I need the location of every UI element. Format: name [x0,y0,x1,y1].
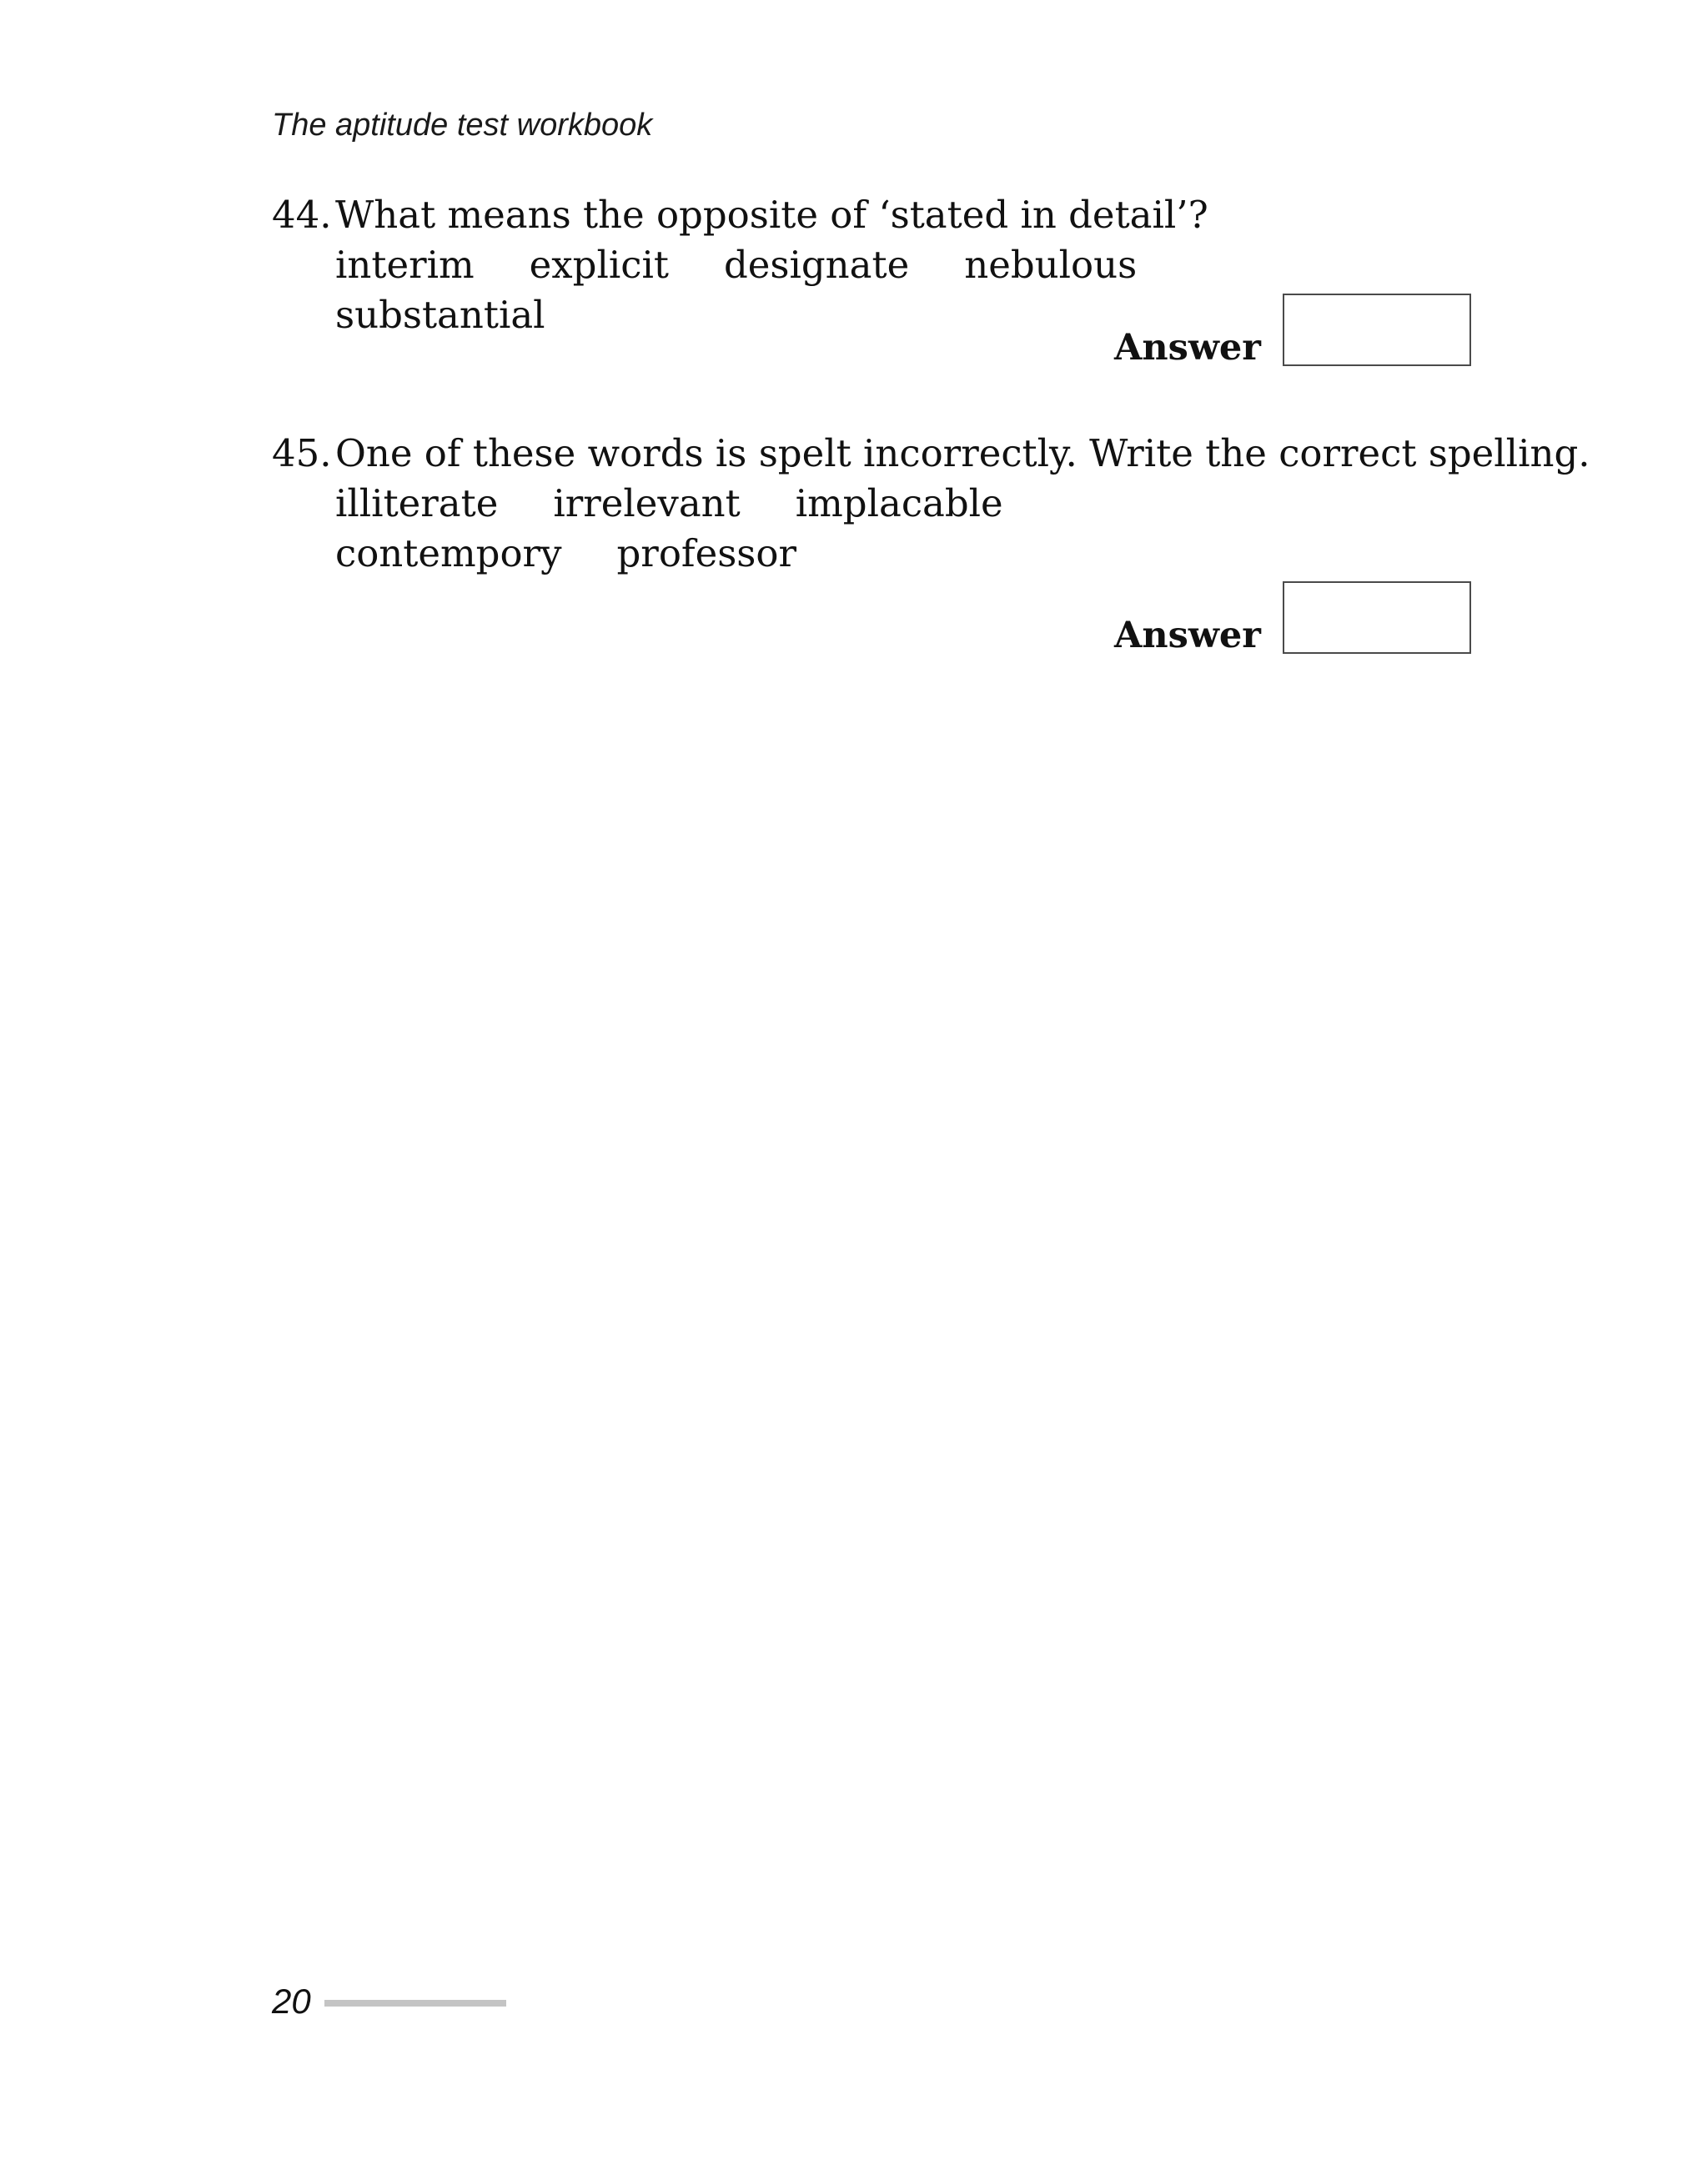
answer-box-44[interactable] [1283,294,1471,366]
question-45-prompt-line [272,429,1590,479]
running-head-title: The aptitude test workbook [272,108,653,143]
question-number: 45. [272,431,332,475]
question-45-options [335,479,1228,579]
question-44 [272,190,1228,340]
page-number: 20 [272,1982,311,2021]
page-footer [272,1980,506,2023]
question-44-answer-row [1114,294,1471,369]
question-prompt: One of these words is spelt incorrectly. Write the correct spelling. [335,431,1590,475]
option-word: professor [616,531,796,575]
answer-label: Answer [1114,615,1261,656]
question-44-options [335,240,1228,340]
option-word: interim [335,243,475,287]
option-word: illiterate [335,481,499,525]
option-word: designate [723,243,910,287]
question-prompt: What means the opposite of ‘stated in detail’? [335,193,1208,237]
option-word: implacable [795,481,1003,525]
question-44-prompt-line [272,190,1228,240]
option-word: irrelevant [553,481,741,525]
option-word: explicit [529,243,669,287]
question-45 [272,429,1590,579]
answer-label: Answer [1114,327,1261,369]
footer-rule [324,2000,506,2007]
option-word: contempory [335,531,562,575]
answer-box-45[interactable] [1283,581,1471,654]
question-number: 44. [272,193,332,237]
option-word: nebulous [964,243,1138,287]
option-word: substantial [335,293,545,337]
question-45-answer-row [1114,581,1471,654]
